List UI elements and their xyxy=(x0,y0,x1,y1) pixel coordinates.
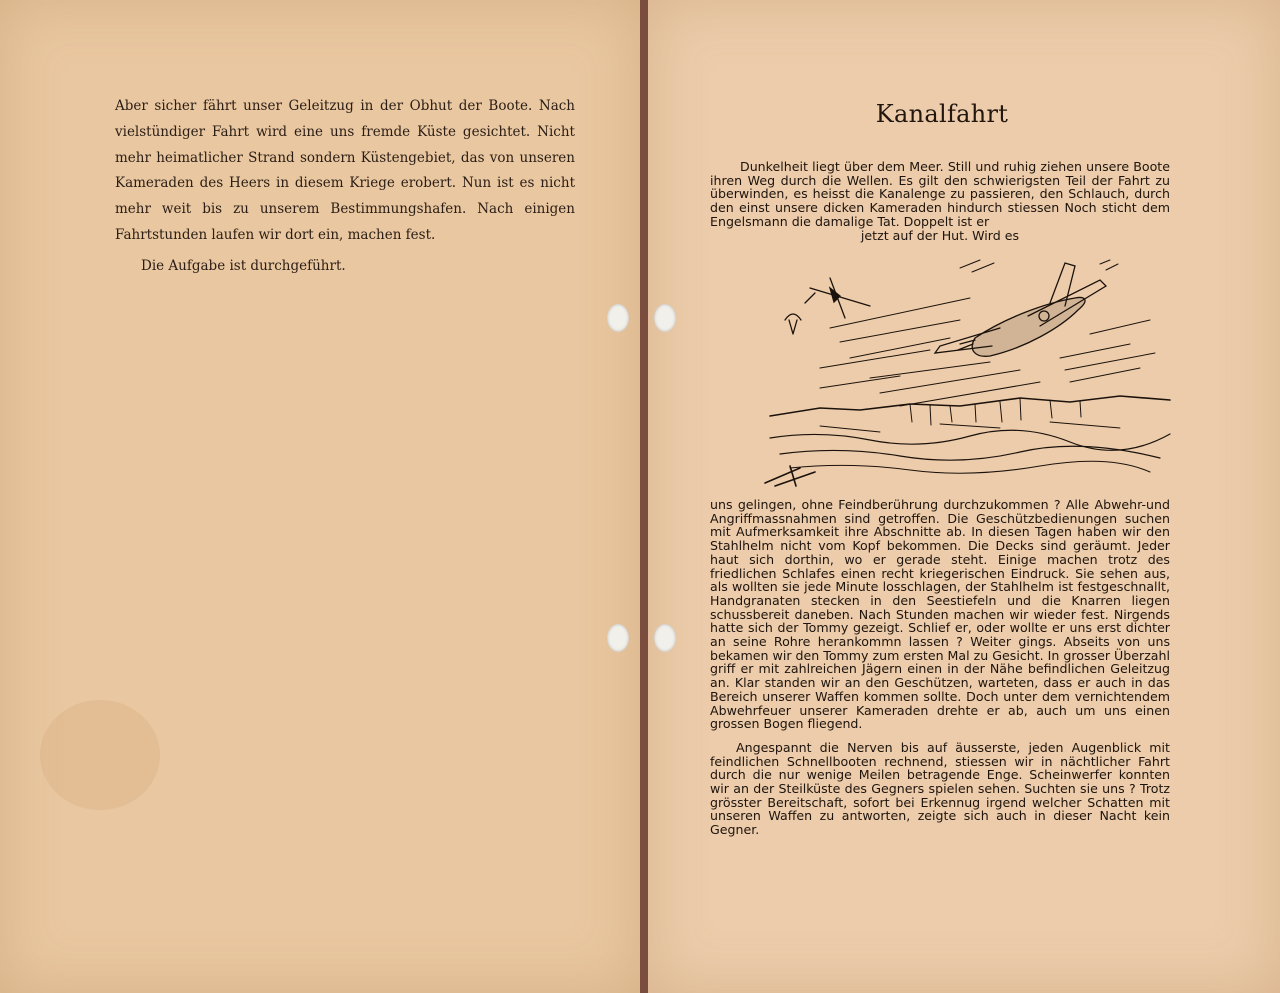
punch-hole xyxy=(607,304,629,332)
left-paragraph: Die Aufgabe ist durchgeführt. xyxy=(141,257,346,274)
book-spine xyxy=(640,0,648,993)
aircraft-illustration xyxy=(760,258,1180,488)
paper-stain xyxy=(40,700,160,810)
intro-paragraph: Dunkelheit liegt über dem Meer. Still und ruhig ziehen unsere Boote ihren Weg durch die Wellen. Es gilt den schwierigsten Teil der Fahrt zu überwinden, es heisst die Kanalenge zu passieren, den Schlauch, durch den einst unsere dicken Kameraden hindurch stiessen Noch sticht dem Engelsmann die damalige Tat. Doppelt ist er xyxy=(710,159,1170,229)
punch-hole xyxy=(607,624,629,652)
left-page-text xyxy=(115,94,575,280)
intro-tail: jetzt auf der Hut. Wird es xyxy=(860,227,1020,243)
intro-text xyxy=(710,160,1170,242)
body-text xyxy=(710,498,1170,847)
body-paragraph: Angespannt die Nerven bis auf äusserste, jeden Augenblick mit feindlichen Schnellbooten rechnend, stiessen wir in nächtlicher Fahrt durch die nur wenige Meilen betragende Enge. Scheinwerfer konnten wir an der Steilküste des Gegners spielen sehen. Suchten sie uns ? Trotz grösster Bereitschaft, sofort bei Erkennug irgend welcher Schatten mit unseren Waffen zu antworten, zeigte sich auch in dieser Nacht kein Gegner. xyxy=(710,739,1170,838)
left-paragraph: Aber sicher fährt unser Geleitzug in der Obhut der Boote. Nach vielstündiger Fahrt wird eine uns fremde Küste gesichtet. Nicht mehr heimatlicher Strand sondern Küstengebiet, das von unseren Kameraden des Heers in diesem Kriege erobert. Nun ist es nicht mehr weit bis zu unserem Bestimmungshafen. Nach einigen Fahrtstunden laufen wir dort ein, machen fest. xyxy=(115,98,575,243)
body-paragraph: uns gelingen, ohne Feindberührung durchzukommen ? Alle Abwehr-und Angriffmassnahmen sind getroffen. Die Geschützbedienungen suchen mit Aufmerksamkeit ihre Abschnitte ab. In diesen Tagen haben wir den Stahlhelm nicht vom Kopf bekommen. Die Decks sind geräumt. Jeder haut sich dorthin, wo er gerade steht. Einige machen trotz des friedlichen Schlafes einen recht kriegerischen Eindruck. Sie sehen aus, als wollten sie jede Minute losschlagen, der Stahlhelm ist festgeschnallt, Handgranaten stecken in den Seestiefeln und die Knarren liegen schussbereit daneben. Nach Stunden machen wir wieder fest. Nirgends hatte sich der Tommy gezeigt. Schlief er, oder wollte er uns erst dichter an seine Rohre herankommn lassen ? Weiter gings. Abseits von uns bekamen wir den Tommy zum ersten Mal zu Gesicht. In grosser Überzahl griff er mit zahlreichen Jägern einen in der Nähe befindlichen Geleitzug an. Klar standen wir an den Geschützen, warteten, dass er auch in das Bereich unserer Waffen kommen sollte. Doch unter dem vernichtendem Abwehrfeuer unserer Kameraden drehte er ab, auch um uns einen grossen Bogen fliegend. xyxy=(710,497,1170,732)
punch-hole xyxy=(654,624,676,652)
punch-hole xyxy=(654,304,676,332)
